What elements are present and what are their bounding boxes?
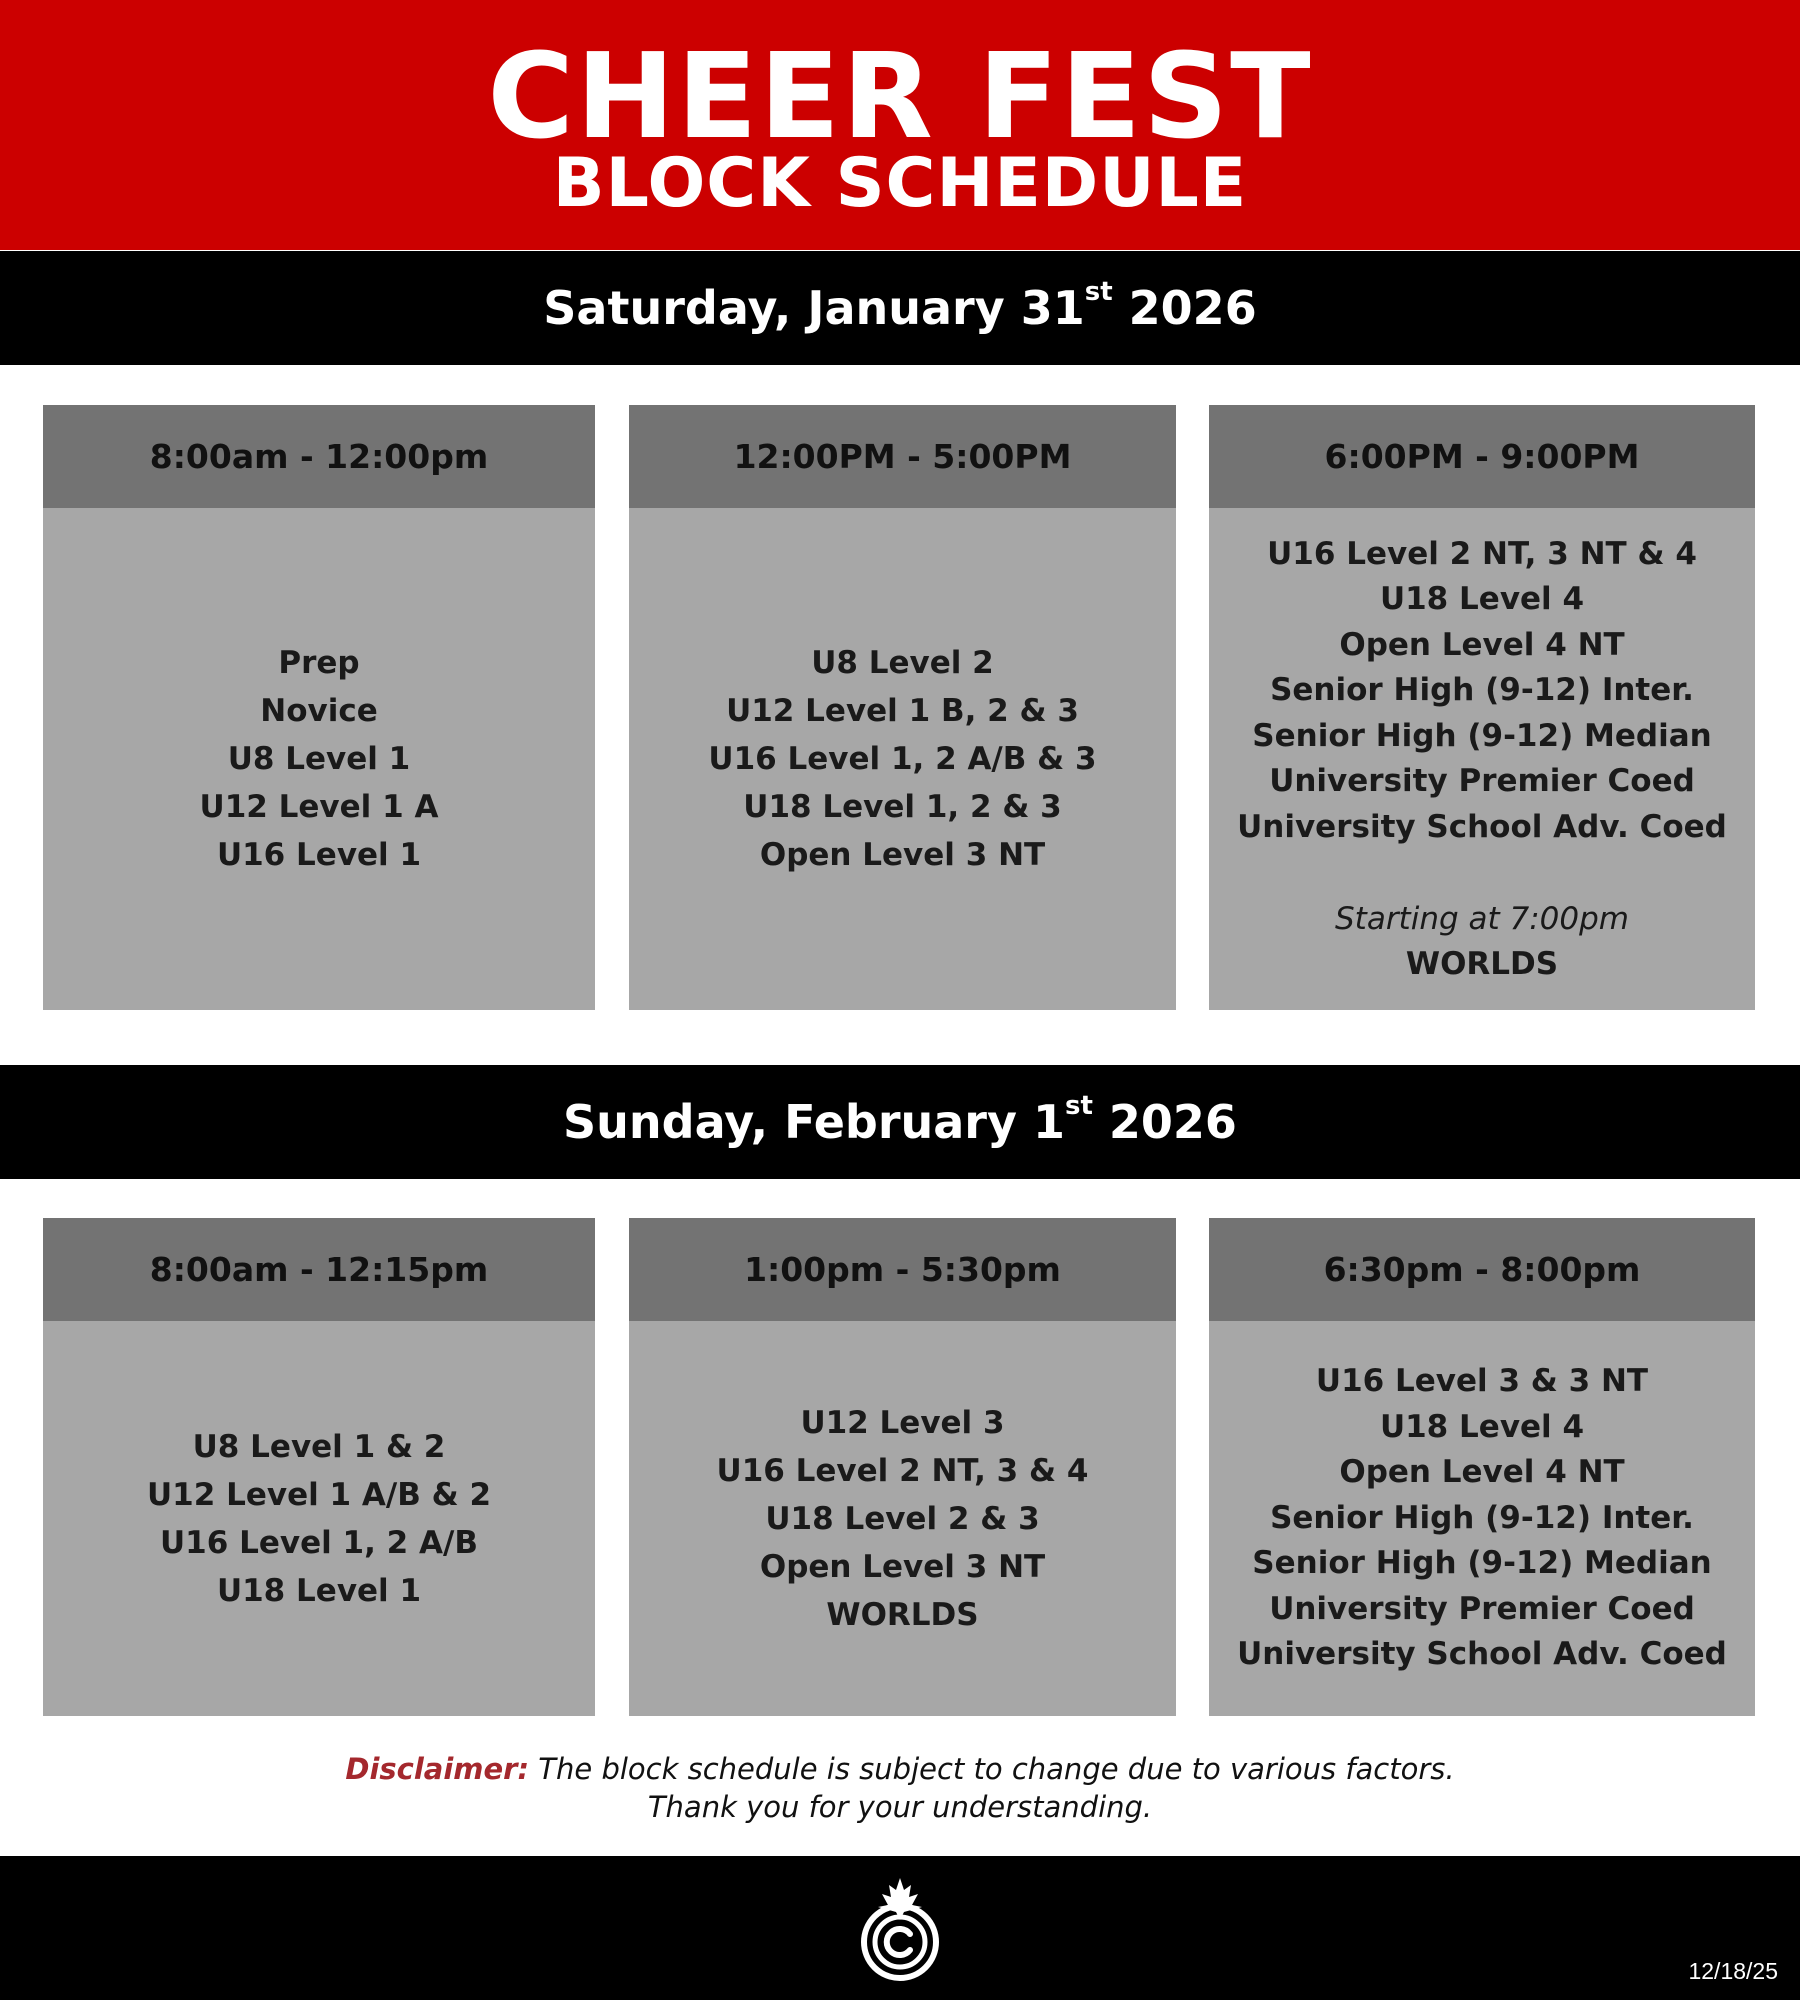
division-item: University Premier Coed: [1269, 1590, 1695, 1627]
day-heading-sunday: [0, 1065, 1800, 1179]
schedule-block: [1209, 405, 1755, 1010]
schedule-block: [43, 1218, 595, 1716]
maple-leaf-c-logo-icon: [856, 1874, 944, 1984]
division-item: Senior High (9-12) Median: [1252, 1545, 1712, 1582]
division-item: U16 Level 2 NT, 3 NT & 4: [1267, 535, 1697, 572]
division-item: U12 Level 3: [800, 1404, 1005, 1441]
division-item: U12 Level 1 B, 2 & 3: [726, 693, 1079, 729]
division-item: U16 Level 3 & 3 NT: [1315, 1363, 1649, 1400]
day-heading-label: Saturday, January 31: [543, 281, 1085, 335]
header-banner: [0, 0, 1800, 250]
division-item: U8 Level 1: [227, 741, 411, 777]
day-heading-saturday: [0, 251, 1800, 365]
division-item: U16 Level 1, 2 A/B & 3: [708, 741, 1097, 777]
division-item: Senior High (9-12) Median: [1252, 717, 1712, 754]
division-item: U18 Level 1, 2 & 3: [743, 789, 1062, 825]
division-list: [1209, 1321, 1755, 1716]
division-list: [1209, 508, 1755, 1010]
division-item: Open Level 3 NT: [759, 1548, 1046, 1585]
division-item: Senior High (9-12) Inter.: [1270, 672, 1694, 709]
division-item: University School Adv. Coed: [1237, 808, 1727, 845]
disclaimer: [0, 1750, 1800, 1826]
division-item: WORLDS: [826, 1596, 979, 1633]
day-heading-ordinal: st: [1084, 276, 1113, 307]
block-time: 8:00am - 12:00pm: [43, 405, 595, 508]
division-item: Open Level 3 NT: [759, 837, 1046, 873]
block-time: 6:00PM - 9:00PM: [1209, 405, 1755, 508]
disclaimer-label: Disclaimer:: [345, 1752, 530, 1786]
division-item: University Premier Coed: [1269, 763, 1695, 800]
division-list: [43, 508, 595, 1010]
division-item: U16 Level 1, 2 A/B: [160, 1524, 478, 1561]
division-item: U16 Level 2 NT, 3 & 4: [716, 1452, 1089, 1489]
division-item: U16 Level 1: [216, 837, 422, 873]
day-heading-year: 2026: [1108, 1095, 1237, 1149]
page-subtitle: BLOCK SCHEDULE: [552, 144, 1248, 223]
division-item: U8 Level 2: [811, 645, 994, 681]
block-time: 6:30pm - 8:00pm: [1209, 1218, 1755, 1321]
block-time: 8:00am - 12:15pm: [43, 1218, 595, 1321]
division-item: U18 Level 4: [1379, 1408, 1585, 1445]
division-item: U8 Level 1 & 2: [192, 1428, 446, 1465]
disclaimer-text: The block schedule is subject to change due to various factors.: [529, 1752, 1455, 1786]
page-title: CHEER FEST: [487, 27, 1313, 165]
schedule-block: [629, 405, 1176, 1010]
block-note: Starting at 7:00pm: [1334, 901, 1629, 938]
schedule-block: [43, 405, 595, 1010]
division-item: U18 Level 2 & 3: [765, 1500, 1040, 1537]
division-item: WORLDS: [1405, 946, 1559, 983]
schedule-block: [629, 1218, 1176, 1716]
division-list: [629, 1321, 1176, 1716]
division-item: Novice: [260, 693, 378, 729]
division-item: Prep: [278, 645, 360, 681]
division-item: U12 Level 1 A/B & 2: [146, 1476, 492, 1513]
division-item: U18 Level 4: [1379, 581, 1585, 618]
day-heading-label: Sunday, February 1: [563, 1095, 1065, 1149]
version-date: 12/18/25: [1688, 1958, 1778, 1984]
division-item: Senior High (9-12) Inter.: [1270, 1499, 1694, 1536]
day-heading-year: 2026: [1128, 281, 1257, 335]
block-time: 12:00PM - 5:00PM: [629, 405, 1176, 508]
division-item: U12 Level 1 A: [199, 789, 439, 825]
footer-bar: [0, 1856, 1800, 2000]
division-list: [43, 1321, 595, 1716]
disclaimer-thanks: Thank you for your understanding.: [647, 1790, 1153, 1824]
day-heading-ordinal: st: [1064, 1090, 1093, 1121]
division-item: U18 Level 1: [216, 1572, 422, 1609]
division-item: Open Level 4 NT: [1339, 1454, 1625, 1491]
division-item: University School Adv. Coed: [1237, 1636, 1727, 1673]
division-list: [629, 508, 1176, 1010]
division-item: Open Level 4 NT: [1339, 626, 1625, 663]
block-time: 1:00pm - 5:30pm: [629, 1218, 1176, 1321]
schedule-block: [1209, 1218, 1755, 1716]
